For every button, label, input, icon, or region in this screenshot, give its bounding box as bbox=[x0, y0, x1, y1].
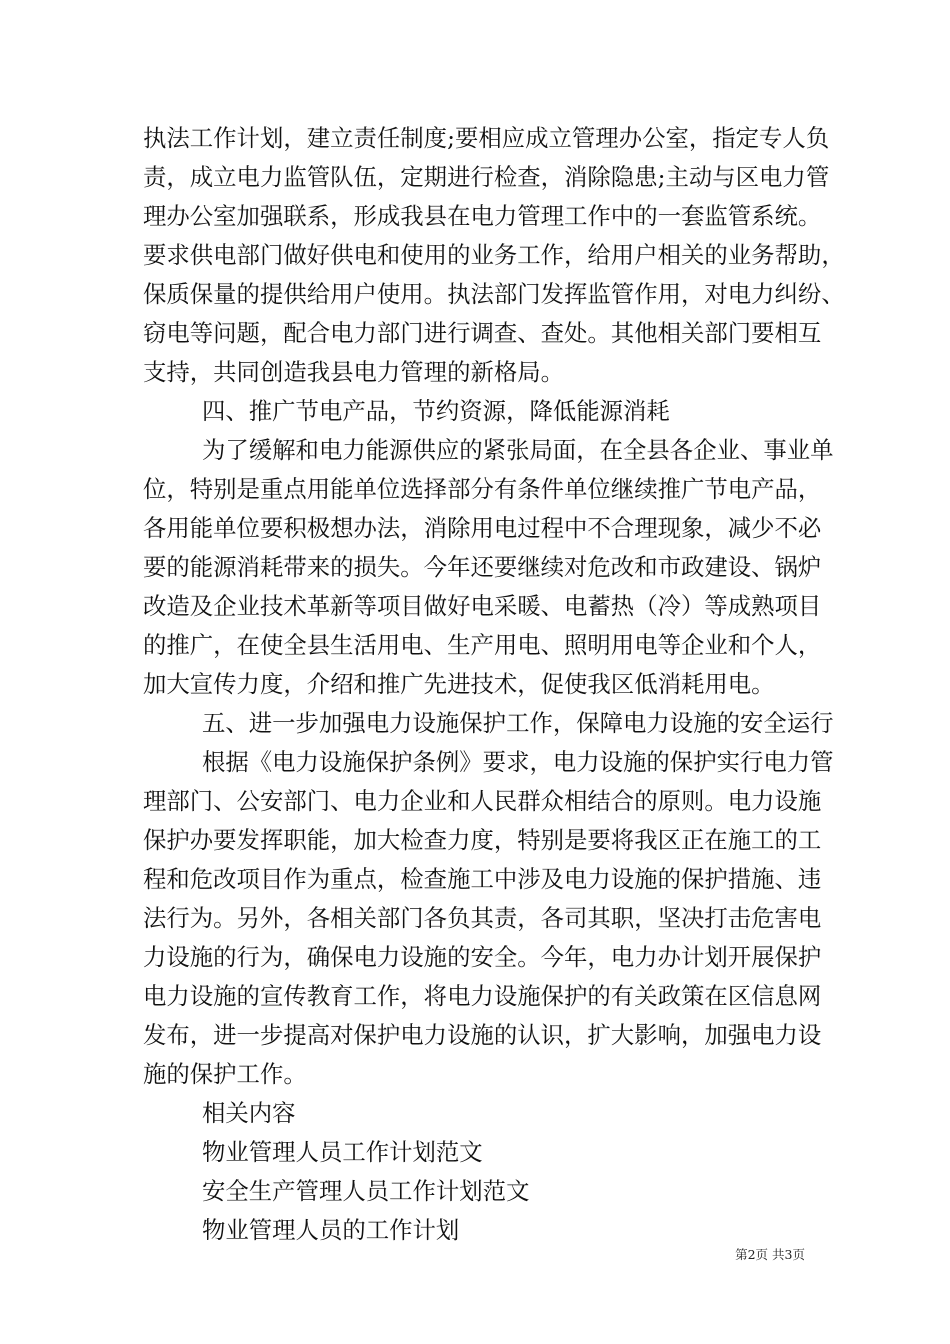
body-line: 根据《电力设施保护条例》要求，电力设施的保护实行电力管 bbox=[202, 748, 834, 776]
body-line: 位，特别是重点用能单位选择部分有条件单位继续推广节电产品， bbox=[143, 475, 822, 503]
body-line: 法行为。另外，各相关部门各负其责，各司其职，坚决打击危害电 bbox=[143, 904, 822, 932]
body-line: 窃电等问题，配合电力部门进行调查、查处。其他相关部门要相互 bbox=[143, 319, 822, 347]
related-link-2[interactable]: 安全生产管理人员工作计划范文 bbox=[202, 1177, 530, 1205]
body-line: 保护办要发挥职能，加大检查力度，特别是要将我区正在施工的工 bbox=[143, 826, 822, 854]
body-line: 要求供电部门做好供电和使用的业务工作，给用户相关的业务帮助， bbox=[143, 241, 845, 269]
footer-prefix: 第 bbox=[735, 1247, 748, 1262]
body-line: 的推广，在使全县生活用电、生产用电、照明用电等企业和个人， bbox=[143, 631, 822, 659]
body-line: 改造及企业技术革新等项目做好电采暖、电蓄热（冷）等成熟项目 bbox=[143, 592, 822, 620]
body-line: 理部门、公安部门、电力企业和人民群众相结合的原则。电力设施 bbox=[143, 787, 822, 815]
body-line: 执法工作计划，建立责任制度;要相应成立管理办公室，指定专人负 bbox=[143, 124, 830, 152]
body-line: 责，成立电力监管队伍，定期进行检查，消除隐患;主动与区电力管 bbox=[143, 163, 830, 191]
section-heading-5: 五、进一步加强电力设施保护工作，保障电力设施的安全运行 bbox=[202, 709, 834, 737]
body-line: 发布，进一步提高对保护电力设施的认识，扩大影响，加强电力设 bbox=[143, 1021, 822, 1049]
related-heading: 相关内容 bbox=[202, 1099, 296, 1127]
footer-middle: 页 共 bbox=[755, 1247, 785, 1262]
related-link-1[interactable]: 物业管理人员工作计划范文 bbox=[202, 1138, 483, 1166]
body-line: 理办公室加强联系，形成我县在电力管理工作中的一套监管系统。 bbox=[143, 202, 822, 230]
related-link-3[interactable]: 物业管理人员的工作计划 bbox=[202, 1216, 460, 1244]
section-heading-4: 四、推广节电产品，节约资源，降低能源消耗 bbox=[202, 397, 670, 425]
body-line: 加大宣传力度，介绍和推广先进技术，促使我区低消耗用电。 bbox=[143, 670, 775, 698]
body-line: 要的能源消耗带来的损失。今年还要继续对危改和市政建设、锅炉 bbox=[143, 553, 822, 581]
body-line: 各用能单位要积极想办法，消除用电过程中不合理现象，减少不必 bbox=[143, 514, 822, 542]
body-line: 为了缓解和电力能源供应的紧张局面，在全县各企业、事业单 bbox=[202, 436, 834, 464]
footer-suffix: 页 bbox=[792, 1247, 805, 1262]
footer-total-pages: 3 bbox=[784, 1247, 793, 1262]
body-line: 力设施的行为，确保电力设施的安全。今年，电力办计划开展保护 bbox=[143, 943, 822, 971]
body-line: 程和危改项目作为重点，检查施工中涉及电力设施的保护措施、违 bbox=[143, 865, 822, 893]
page-footer bbox=[690, 1246, 805, 1264]
body-line: 保质保量的提供给用户使用。执法部门发挥监管作用，对电力纠纷、 bbox=[143, 280, 845, 308]
footer-current-page: 2 bbox=[747, 1247, 756, 1262]
body-line: 电力设施的宣传教育工作，将电力设施保护的有关政策在区信息网 bbox=[143, 982, 822, 1010]
body-line: 支持，共同创造我县电力管理的新格局。 bbox=[143, 358, 565, 386]
body-line: 施的保护工作。 bbox=[143, 1060, 307, 1088]
